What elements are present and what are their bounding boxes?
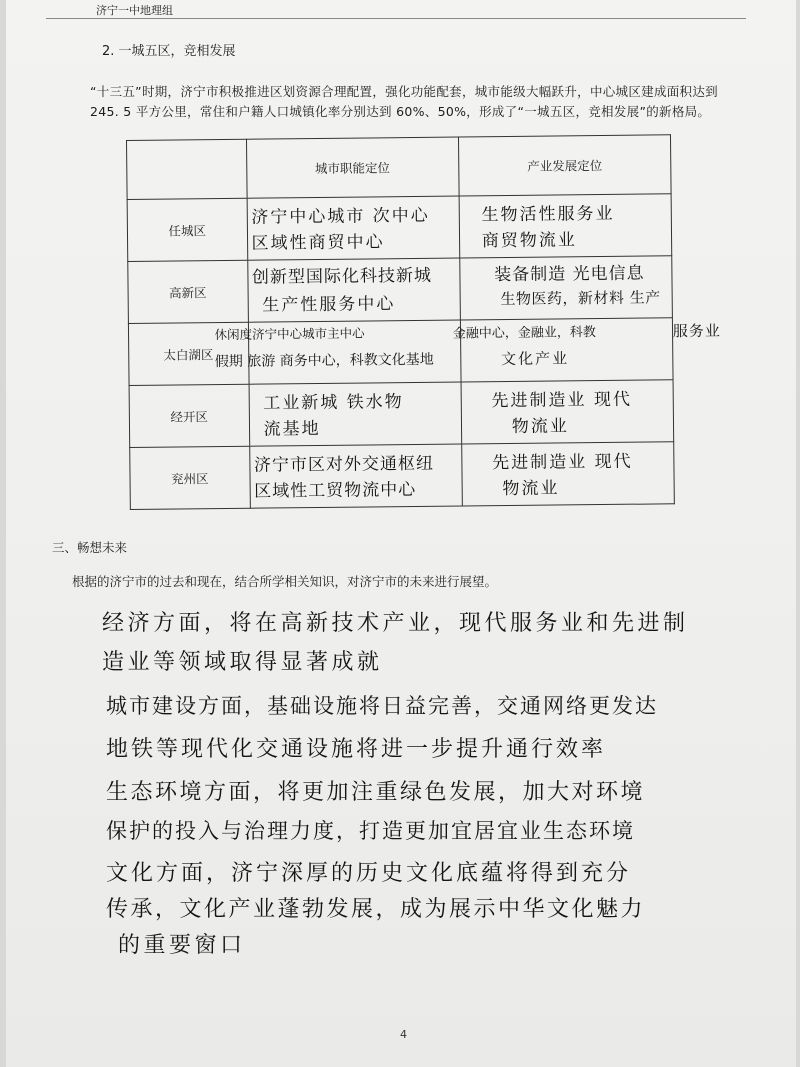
answer-line: 传承，文化产业蓬勃发展，成为展示中华文化魅力 bbox=[106, 897, 646, 922]
city-role-line: 区域性商贸中心 bbox=[251, 232, 385, 254]
table-row bbox=[128, 318, 673, 386]
city-role-line: 生产性服务中心 bbox=[262, 294, 396, 316]
city-role-cell bbox=[247, 196, 460, 260]
page-number: 4 bbox=[400, 1028, 407, 1041]
answer-line: 生态环境方面，将更加注重绿色发展，加大对环境 bbox=[106, 780, 646, 805]
answer-line: 文化方面，济宁深厚的历史文化底蕴将得到充分 bbox=[106, 861, 632, 886]
section2-paragraph: “十三五”时期，济宁市积极推进区划资源合理配置，强化功能配套，城市能级大幅跃升，中心城区建成面积达到 245. 5 平方公里，常住和户籍人口城镇化率分别达到 60%、50%，形成了“一城五区，竞相发展”的新格局。 bbox=[90, 84, 718, 119]
industry-line: 商贸物流业 bbox=[481, 230, 577, 252]
industry-line: 先进制造业 现代 bbox=[492, 451, 633, 474]
city-role-line: 流基地 bbox=[263, 418, 321, 440]
district-table bbox=[126, 134, 721, 510]
city-role-line: 假期 旅游 商务中心，科教文化基地 bbox=[214, 351, 434, 371]
header-rule bbox=[46, 18, 746, 19]
city-role-line: 休闲度济宁中心城市主中心 bbox=[214, 325, 365, 343]
industry-cell bbox=[452, 318, 721, 382]
city-role-line: 创新型国际化科技新城 bbox=[251, 265, 433, 288]
table-header-industry: 产业发展定位 bbox=[458, 135, 671, 196]
industry-line: 先进制造业 现代 bbox=[491, 389, 633, 412]
city-role-cell bbox=[214, 320, 461, 384]
industry-cell bbox=[461, 442, 674, 506]
industry-cell bbox=[459, 194, 672, 258]
district-name: 兖州区 bbox=[130, 446, 250, 509]
answer-line: 保护的投入与治理力度，打造更加宜居宜业生态环境 bbox=[106, 819, 635, 843]
industry-overflow-note: 服务业 bbox=[672, 321, 721, 341]
table-header-city-role: 城市职能定位 bbox=[246, 137, 459, 198]
city-role-line: 济宁市区对外交通枢纽 bbox=[253, 453, 435, 476]
city-role-line: 济宁中心城市 次中心 bbox=[251, 205, 430, 228]
answer-line: 的重要窗口 bbox=[118, 933, 246, 958]
district-name: 太白湖区 bbox=[128, 322, 248, 385]
industry-line: 生物活性服务业 bbox=[481, 203, 615, 226]
table-header-row bbox=[127, 135, 672, 200]
industry-line: 金融中心，金融业，科教 bbox=[452, 325, 596, 342]
table-header-blank bbox=[127, 139, 247, 199]
table-row bbox=[129, 380, 674, 448]
section2-title: 2. 一城五区，竞相发展 bbox=[102, 44, 236, 59]
industry-cell bbox=[461, 380, 674, 444]
answer-line: 城市建设方面，基础设施将日益完善，交通网络更发达 bbox=[106, 694, 658, 718]
industry-line: 文化产业 bbox=[500, 349, 570, 369]
city-role-line: 区域性工贸物流中心 bbox=[254, 479, 417, 502]
city-role-line: 工业新城 铁水物 bbox=[263, 392, 404, 414]
industry-line: 物流业 bbox=[502, 478, 560, 500]
table-row bbox=[127, 194, 672, 262]
header-title: 济宁一中地理组 bbox=[96, 4, 173, 17]
section3-title: 三、畅想未来 bbox=[52, 540, 128, 555]
industry-line: 装备制造 光电信息 bbox=[494, 263, 645, 286]
industry-cell bbox=[460, 256, 673, 320]
district-name: 任城区 bbox=[127, 198, 247, 261]
industry-line: 生物医药，新材料 生产 bbox=[500, 288, 661, 309]
table-row bbox=[130, 442, 675, 510]
city-role-cell bbox=[247, 258, 460, 322]
answer-line: 地铁等现代化交通设施将进一步提升通行效率 bbox=[106, 737, 607, 762]
section3-prompt: 根据的济宁市的过去和现在，结合所学相关知识，对济宁市的未来进行展望。 bbox=[72, 574, 498, 589]
answer-line: 造业等领域取得显著成就 bbox=[102, 650, 383, 675]
worksheet-page bbox=[6, 0, 796, 1067]
district-name: 经开区 bbox=[129, 384, 249, 447]
table-row bbox=[128, 256, 673, 324]
district-name: 高新区 bbox=[128, 260, 248, 323]
city-role-cell bbox=[249, 444, 462, 508]
answer-line: 经济方面，将在高新技术产业，现代服务业和先进制 bbox=[102, 611, 689, 636]
industry-line: 物流业 bbox=[511, 416, 569, 437]
city-role-cell bbox=[249, 382, 462, 446]
